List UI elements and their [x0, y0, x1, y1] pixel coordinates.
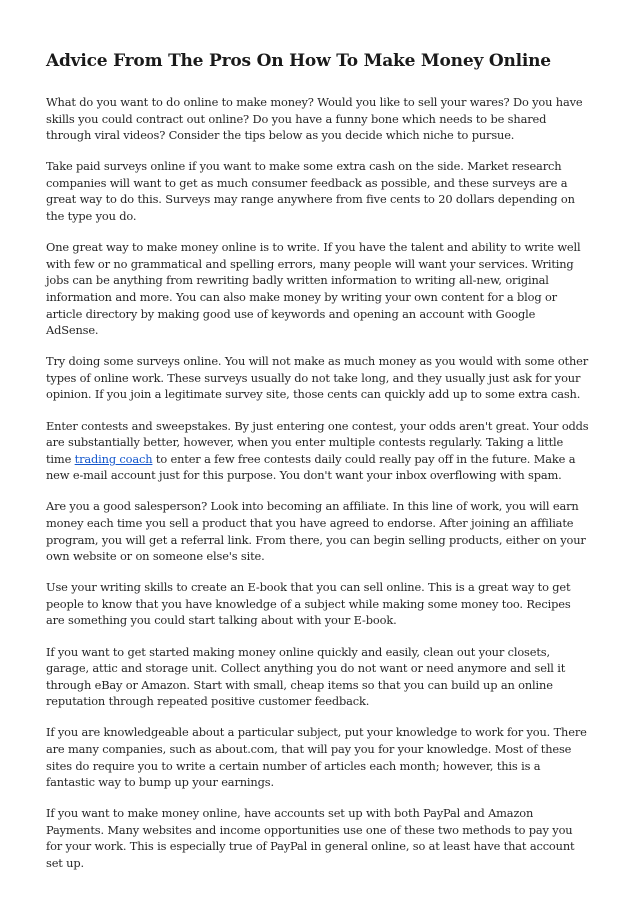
paragraph-surveys-paid: Take paid surveys online if you want to make some extra cash on the side. Market research companies will want to get as much consumer feedback as possible, and these surveys are a great way to do this. Surveys may range anywhere from five cents to 20 dollars depending on the type you do.	[46, 159, 575, 224]
paragraph-knowledge: If you are knowledgeable about a particular subject, put your knowledge to work for you. There are many companies, such as about.com, that will pay you for your knowledge. Most of these sites do require you to write a certain number of articles each month; however, this is a fantastic way to bump up your earnings.	[46, 725, 587, 790]
paragraph-declutter: If you want to get started making money online quickly and easily, clean out your closets, garage, attic and storage unit. Collect anything you do not want or need anymore and sell it through eBay or Amazon. Start with small, cheap items so that you can build up an online reputation through repeated positive customer feedback.	[46, 644, 566, 709]
contests-text-before: Enter contests and sweepstakes. By just entering one contest, your odds aren't great. Your odds are substantially better, however, when you enter multiple contests regularly. Taking a little time	[46, 418, 589, 466]
paragraph-affiliate: Are you a good salesperson? Look into becoming an affiliate. In this line of work, you will earn money each time you sell a product that you have agreed to endorse. After joining an affiliate program, you will get a referral link. From there, you can begin selling products, either on your own website or on someone else's site.	[46, 499, 586, 564]
paragraph-payments: If you want to make money online, have accounts set up with both PayPal and Amazon Payments. Many websites and income opportunities use one of these two methods to pay you for your work. This is especially true of PayPal in general online, so at least have that account set up.	[46, 806, 575, 871]
paragraph-contests	[46, 418, 591, 484]
contests-text-after: to enter a few free contests daily could really pay off in the future. Make a new e-mail account just for this purpose. You don't want your inbox overflowing with spam.	[46, 451, 576, 483]
trading-coach-link[interactable]: trading coach	[74, 451, 153, 466]
document-title: Advice From The Pros On How To Make Money Online	[46, 51, 551, 71]
document-page	[46, 50, 591, 886]
paragraph-ebook: Use your writing skills to create an E-book that you can sell online. This is a great way to get people to know that you have knowledge of a subject while making some money too. Recipes are something you could start talking about with your E-book.	[46, 580, 571, 628]
paragraph-writing: One great way to make money online is to write. If you have the talent and ability to write well with few or no grammatical and spelling errors, many people will want your services. Writing jobs can be anything from rewriting badly written information to writing all-new, original information and more. You can also make money by writing your own content for a blog or article directory by making good use of keywords and opening an account with Google AdSense.	[46, 240, 581, 338]
paragraph-intro: What do you want to do online to make money? Would you like to sell your wares? Do you have skills you could contract out online? Do you have a funny bone which needs to be shared through viral videos? Consider the tips below as you decide which niche to pursue.	[46, 95, 583, 143]
paragraph-surveys-try: Try doing some surveys online. You will not make as much money as you would with some other types of online work. These surveys usually do not take long, and they usually just ask for your opinion. If you join a legitimate survey site, those cents can quickly add up to some extra cash.	[46, 354, 589, 402]
